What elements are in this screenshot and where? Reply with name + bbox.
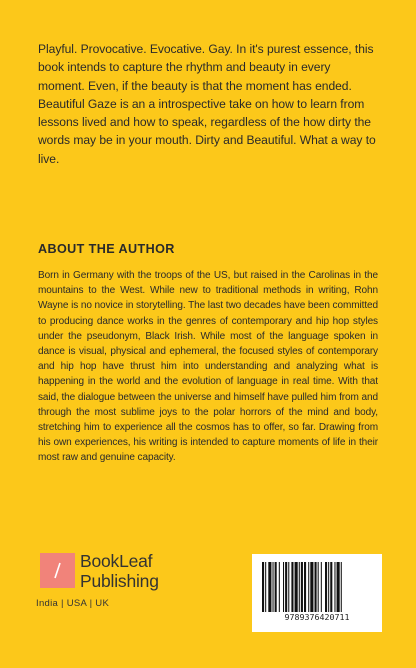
bookleaf-logo-icon <box>40 553 75 588</box>
publisher-regions: India | USA | UK <box>36 598 110 609</box>
about-author-heading: ABOUT THE AUTHOR <box>38 242 175 256</box>
isbn-number: 9789376420711 <box>284 612 350 622</box>
barcode-bars-icon <box>262 562 372 612</box>
book-blurb: Playful. Provocative. Evocative. Gay. In it's purest essence, this book intends to capture the rhythm and beauty in every moment. Even, if the beauty is that the moment has ended. Beautiful Gaze is an a introspective take on how to learn from lessons lived and how to speak, regardless of the how dirty the words may be in your mouth. Dirty and Beautiful. What a way to live. <box>38 42 376 166</box>
isbn-barcode <box>252 554 382 632</box>
publisher-name-line1: BookLeaf <box>80 551 153 571</box>
author-bio: Born in Germany with the troops of the US, but raised in the Carolinas in the mountains to the West. While new to traditional methods in writing, Rohn Wayne is no novice in storytelling. The last two decades have been committed to producing dance works in the genres of contemporary and hip hop styles under the pseudonym, Black Irish. While most of the language spoken in dance is visual, physical and ephemeral, the focused styles of contemporary and hip hop have thrust him into understanding and analyzing what is happening in the world and the evolution of language in real time. With that said, the dialogue between the universe and himself have pulled him from and through the most sublime joys to the polar horrors of the mind and body, stretching him to experience all the cosmos has to offer, so far. Drawing from his own experiences, his writing is intended to capture moments of life in their most raw and genuine capacity. <box>38 270 378 464</box>
publisher-name-line2: Publishing <box>80 571 159 591</box>
